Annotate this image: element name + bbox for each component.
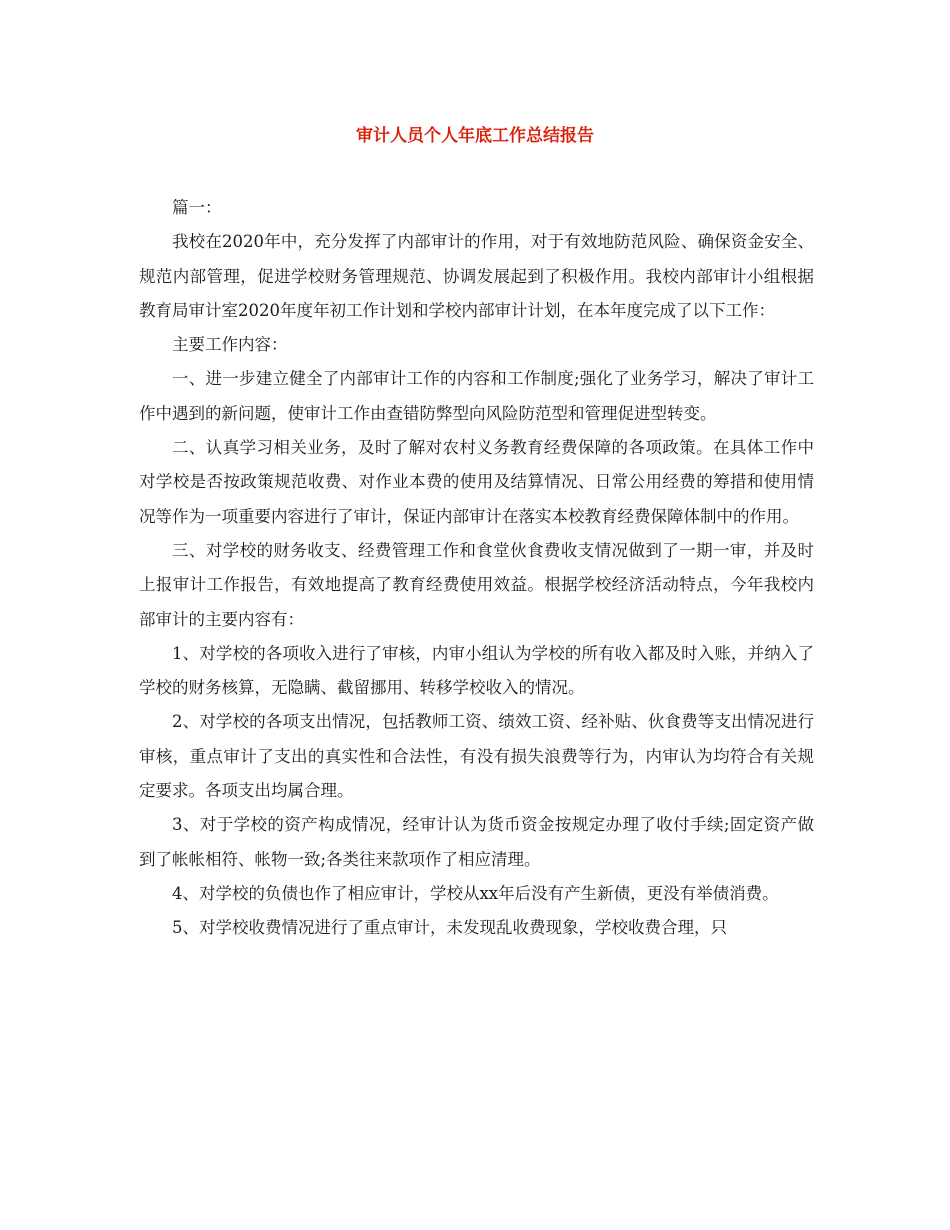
paragraph-subitem-1: 1、对学校的各项收入进行了审核，内审小组认为学校的所有收入都及时入账，并纳入了学校的财务核算，无隐瞒、截留挪用、转移学校收入的情况。	[139, 643, 814, 698]
paragraph-intro: 我校在2020年中，充分发挥了内部审计的作用，对于有效地防范风险、确保资金安全、规范内部管理，促进学校财务管理规范、协调发展起到了积极作用。我校内部审计小组根据教育局审计室2020年度年初工作计划和学校内部审计计划，在本年度完成了以下工作：	[139, 232, 814, 320]
paragraph-item-one: 一、进一步建立健全了内部审计工作的内容和工作制度;强化了业务学习，解决了审计工作中遇到的新问题，使审计工作由查错防弊型向风险防范型和管理促进型转变。	[139, 369, 814, 423]
paragraph-subitem-2: 2、对学校的各项支出情况，包括教师工资、绩效工资、经补贴、伙食费等支出情况进行审核，重点审计了支出的真实性和合法性，有没有损失浪费等行为，内审认为均符合有关规定要求。各项支出均属合理。	[139, 712, 814, 801]
document-body	[139, 191, 814, 946]
paragraph-subitem-5: 5、对学校收费情况进行了重点审计，未发现乱收费现象，学校收费合理，只	[172, 918, 727, 938]
document-title: 审计人员个人年底工作总结报告	[356, 126, 594, 146]
paragraph-section-label: 篇一：	[172, 198, 222, 217]
paragraph-item-three: 三、对学校的财务收支、经费管理工作和食堂伙食费收支情况做到了一期一审，并及时上报审计工作报告，有效地提高了教育经费使用效益。根据学校经济活动特点，今年我校内部审计的主要内容有：	[139, 540, 814, 629]
paragraph-subitem-3: 3、对于学校的资产构成情况，经审计认为货币资金按规定办理了收付手续;固定资产做到了帐帐相符、帐物一致;各类往来款项作了相应清理。	[139, 815, 814, 869]
paragraph-item-two: 二、认真学习相关业务，及时了解对农村义务教育经费保障的各项政策。在具体工作中对学校是否按政策规范收费、对作业本费的使用及结算情况、日常公用经费的筹措和使用情况等作为一项重要内容进行了审计，保证内部审计在落实本校教育经费保障体制中的作用。	[139, 438, 814, 526]
paragraph-main-work-heading: 主要工作内容：	[172, 335, 288, 355]
paragraph-subitem-4: 4、对学校的负债也作了相应审计，学校从xx年后没有产生新债，更没有举债消费。	[172, 883, 779, 903]
